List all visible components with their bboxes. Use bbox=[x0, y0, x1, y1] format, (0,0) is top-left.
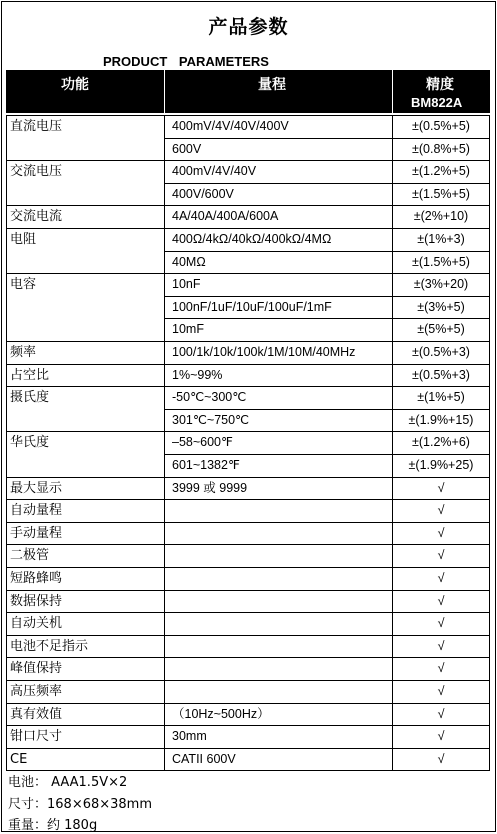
accuracy-cell: ±(1.9%+15) bbox=[408, 412, 474, 427]
range-cell: 400mV/4V/40V bbox=[172, 164, 257, 179]
table-row bbox=[6, 703, 490, 726]
function-cell: 直流电压 bbox=[10, 119, 63, 134]
range-cell: 600V bbox=[172, 141, 202, 156]
accuracy-cell: ±(1.5%+5) bbox=[412, 254, 470, 269]
function-cell: 最大显示 bbox=[10, 480, 63, 496]
table-row bbox=[6, 522, 490, 545]
function-cell bbox=[6, 183, 164, 206]
table-row bbox=[6, 160, 490, 183]
spec-sheet bbox=[1, 1, 496, 832]
table-row bbox=[6, 680, 490, 703]
range-cell: 601~1382℉ bbox=[172, 458, 240, 472]
function-cell: 占空比 bbox=[10, 367, 50, 383]
table-row bbox=[6, 251, 490, 274]
function-cell: 自动量程 bbox=[10, 503, 63, 519]
column-divider bbox=[489, 115, 490, 770]
table-row bbox=[6, 725, 490, 748]
function-cell: 交流电流 bbox=[10, 209, 63, 225]
column-divider bbox=[164, 115, 165, 770]
accuracy-cell: ±(1.2%+5) bbox=[412, 164, 470, 179]
accuracy-cell: ±(1.9%+25) bbox=[408, 458, 474, 472]
accuracy-cell: √ bbox=[437, 706, 445, 721]
accuracy-cell: ±(1%+5) bbox=[417, 390, 465, 405]
range-cell: （10Hz~500Hz） bbox=[172, 706, 270, 721]
table-row bbox=[6, 635, 490, 658]
function-cell: 电池不足指示 bbox=[10, 638, 89, 654]
range-cell: 400mV/4V/40V/400V bbox=[172, 119, 289, 133]
size-spec: 尺寸：168×68×38mm bbox=[8, 797, 153, 812]
function-cell: CE bbox=[10, 751, 28, 767]
accuracy-cell: √ bbox=[437, 751, 445, 766]
header-divider bbox=[164, 70, 165, 113]
accuracy-cell: ±(0.5%+5) bbox=[412, 119, 470, 133]
range-cell: 10mF bbox=[172, 322, 204, 337]
range-cell: 1%~99% bbox=[172, 367, 223, 382]
range-cell bbox=[164, 522, 392, 545]
range-cell: 301℃~750℃ bbox=[172, 412, 250, 427]
column-divider bbox=[392, 115, 393, 770]
table-row bbox=[6, 138, 490, 161]
header-accuracy: 精度 bbox=[426, 77, 454, 93]
range-cell bbox=[164, 635, 392, 658]
function-cell bbox=[6, 409, 164, 432]
function-cell: 手动量程 bbox=[10, 525, 63, 541]
table-row bbox=[6, 499, 490, 522]
table-row bbox=[6, 228, 490, 251]
function-cell: 摄氏度 bbox=[10, 390, 50, 406]
accuracy-cell: √ bbox=[437, 616, 445, 631]
accuracy-cell: √ bbox=[437, 684, 445, 698]
range-cell: CATII 600V bbox=[172, 751, 236, 766]
function-cell: 电容 bbox=[10, 277, 37, 293]
table-row bbox=[6, 183, 490, 206]
header-function: 功能 bbox=[61, 77, 89, 93]
page-subtitle: PRODUCT PARAMETERS bbox=[103, 54, 269, 69]
range-cell: 100/1k/10k/100k/1M/10M/40MHz bbox=[172, 345, 356, 359]
range-cell bbox=[164, 612, 392, 635]
function-cell: 钳口尺寸 bbox=[10, 729, 63, 745]
range-cell: -50℃~300℃ bbox=[172, 390, 247, 405]
range-cell bbox=[164, 567, 392, 590]
range-cell bbox=[164, 499, 392, 522]
table-row bbox=[6, 454, 490, 477]
header-range: 量程 bbox=[258, 77, 286, 93]
table-row bbox=[6, 409, 490, 432]
accuracy-cell: √ bbox=[437, 729, 445, 744]
table-row bbox=[6, 567, 490, 590]
function-cell bbox=[6, 454, 164, 477]
accuracy-cell: √ bbox=[437, 480, 445, 495]
range-cell: 100nF/1uF/10uF/100uF/1mF bbox=[172, 299, 332, 314]
row-divider bbox=[6, 115, 490, 116]
accuracy-cell: √ bbox=[437, 525, 445, 540]
table-row bbox=[6, 590, 490, 613]
range-cell: 10nF bbox=[172, 277, 201, 292]
table-row bbox=[6, 748, 490, 771]
function-cell: 峰值保持 bbox=[10, 661, 63, 677]
table-row bbox=[6, 318, 490, 341]
header-model: BM822A bbox=[411, 95, 463, 110]
accuracy-cell: ±(0.8%+5) bbox=[412, 141, 470, 156]
table-row bbox=[6, 386, 490, 409]
page-title: 产品参数 bbox=[208, 16, 289, 38]
accuracy-cell: ±(1.5%+5) bbox=[412, 186, 470, 201]
table-row bbox=[6, 296, 490, 319]
range-cell bbox=[164, 657, 392, 680]
function-cell: 华氏度 bbox=[10, 435, 50, 451]
table-row bbox=[6, 544, 490, 567]
table-row bbox=[6, 657, 490, 680]
function-cell bbox=[6, 318, 164, 341]
range-cell: 3999 或 9999 bbox=[172, 480, 248, 495]
header-divider bbox=[392, 70, 393, 113]
range-cell: 30mm bbox=[172, 729, 207, 744]
table-row bbox=[6, 477, 490, 500]
accuracy-cell: √ bbox=[437, 571, 445, 585]
range-cell bbox=[164, 590, 392, 613]
table-row bbox=[6, 115, 490, 138]
range-cell: 400V/600V bbox=[172, 186, 234, 201]
accuracy-cell: ±(3%+20) bbox=[413, 277, 469, 292]
table-row bbox=[6, 612, 490, 635]
accuracy-cell: √ bbox=[437, 661, 445, 676]
accuracy-cell: √ bbox=[437, 638, 445, 653]
function-cell: 自动关机 bbox=[10, 616, 63, 632]
range-cell bbox=[164, 544, 392, 567]
weight-spec: 重量：约 180g bbox=[8, 818, 98, 833]
accuracy-cell: ±(0.5%+3) bbox=[412, 367, 470, 382]
function-cell: 二极管 bbox=[10, 548, 50, 564]
table-row bbox=[6, 341, 490, 364]
function-cell: 真有效值 bbox=[10, 706, 63, 722]
function-cell: 数据保持 bbox=[10, 593, 63, 609]
range-cell: 40MΩ bbox=[172, 254, 206, 269]
function-cell: 短路蜂鸣 bbox=[10, 571, 63, 586]
range-cell bbox=[164, 680, 392, 703]
function-cell bbox=[6, 138, 164, 161]
accuracy-cell: ±(2%+10) bbox=[413, 209, 469, 224]
column-divider bbox=[6, 115, 7, 770]
range-cell: 400Ω/4kΩ/40kΩ/400kΩ/4MΩ bbox=[172, 232, 332, 246]
function-cell: 电阻 bbox=[10, 232, 37, 247]
range-cell: –58~600℉ bbox=[172, 435, 233, 450]
accuracy-cell: ±(1%+3) bbox=[417, 232, 465, 246]
table-row bbox=[6, 205, 490, 228]
accuracy-cell: ±(3%+5) bbox=[417, 299, 465, 314]
accuracy-cell: ±(5%+5) bbox=[417, 322, 465, 337]
function-cell bbox=[6, 296, 164, 319]
accuracy-cell: ±(1.2%+6) bbox=[412, 435, 470, 450]
table-row bbox=[6, 273, 490, 296]
function-cell: 高压频率 bbox=[10, 684, 63, 699]
accuracy-cell: √ bbox=[437, 548, 445, 563]
accuracy-cell: √ bbox=[437, 593, 445, 608]
accuracy-cell: √ bbox=[437, 503, 445, 518]
function-cell: 交流电压 bbox=[10, 164, 63, 180]
table-header bbox=[6, 70, 490, 113]
function-cell bbox=[6, 251, 164, 274]
battery-spec: 电池： AAA1.5V×2 bbox=[8, 775, 128, 790]
table-row bbox=[6, 364, 490, 387]
accuracy-cell: ±(0.5%+3) bbox=[412, 345, 470, 359]
table-row bbox=[6, 431, 490, 454]
range-cell: 4A/40A/400A/600A bbox=[172, 209, 279, 224]
function-cell: 频率 bbox=[10, 345, 37, 360]
